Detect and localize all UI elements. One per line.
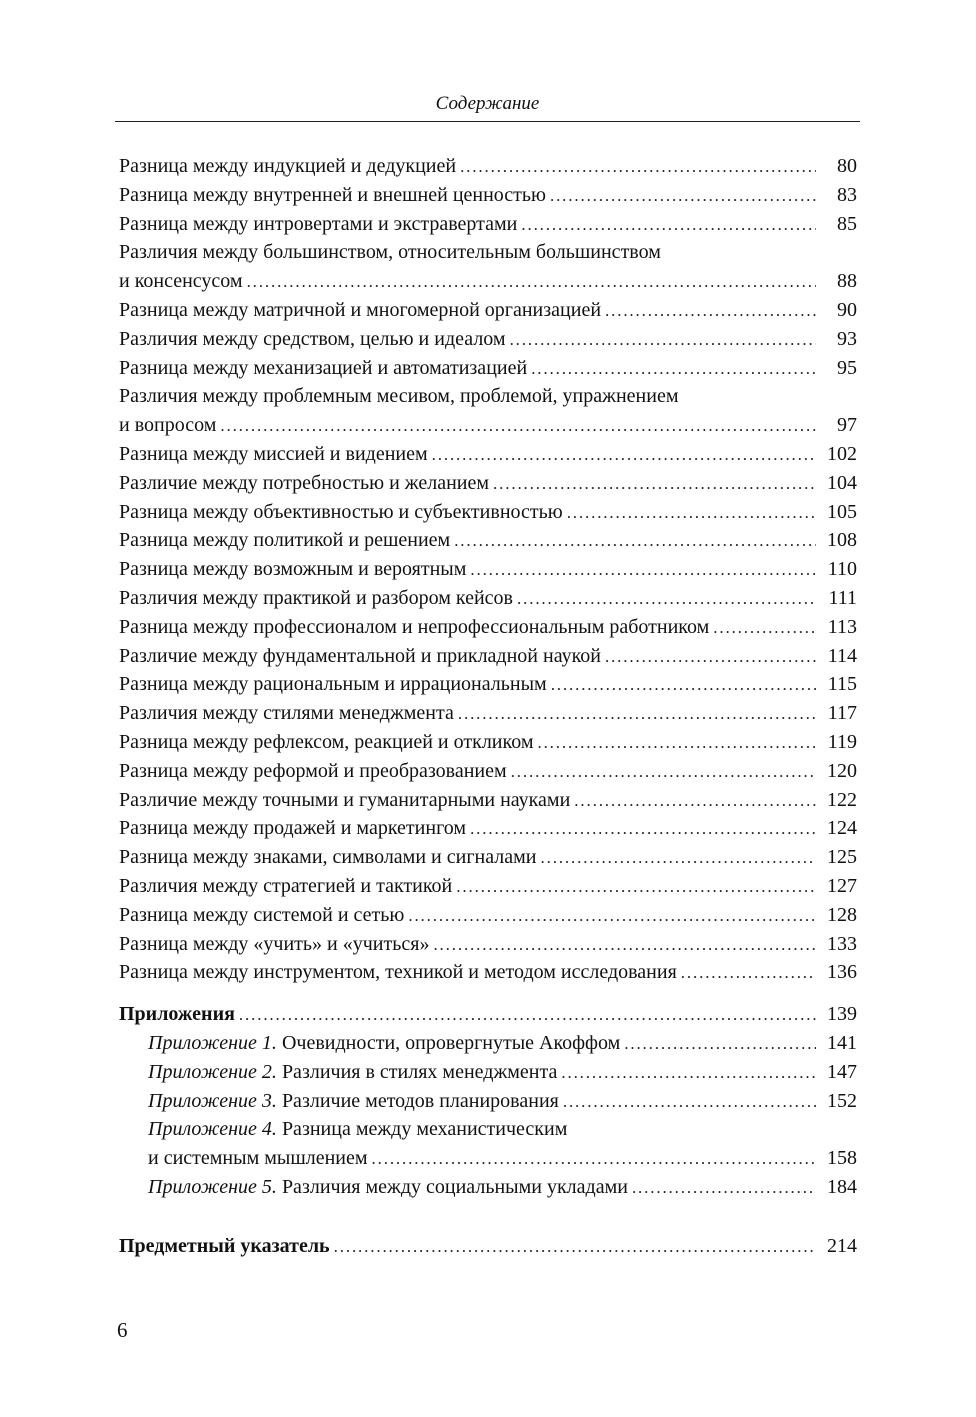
toc-entry-page: 124 <box>827 817 857 840</box>
toc-entry <box>119 354 857 383</box>
appendix-title: Различия между социальными укладами <box>281 1175 628 1198</box>
dot-leader <box>541 844 817 873</box>
toc-entry-title: Разница между профессионалом и непрофессиональным работником <box>119 615 710 638</box>
toc-entry-title: Разница между продажей и маркетингом <box>119 817 467 840</box>
toc-entry-title: Разница между индукцией и дедукцией <box>119 155 457 177</box>
toc-entry-page: 125 <box>827 846 857 869</box>
dot-leader <box>561 1059 816 1088</box>
toc-entry-title: Различия между практикой и разбором кейсов <box>119 586 514 609</box>
index-page: 214 <box>827 1234 857 1257</box>
toc-appendix <box>119 1029 857 1058</box>
dot-leader <box>433 931 816 960</box>
appendix-title: Различия в стилях менеджмента <box>281 1060 558 1083</box>
appendix-page: 152 <box>827 1089 857 1112</box>
toc-entry-page: 104 <box>827 471 857 494</box>
toc-entry-page: 136 <box>827 961 857 984</box>
toc-entry-title: Разница между рациональным и иррациональным <box>119 673 547 696</box>
toc-entry-title: Разница между рефлексом, реакцией и откликом <box>119 730 534 753</box>
toc-entry <box>119 296 857 325</box>
dot-leader <box>408 902 816 931</box>
toc-entry-page: 113 <box>827 615 857 638</box>
toc-appendix <box>119 1087 857 1116</box>
dot-leader <box>563 1088 816 1117</box>
toc-entry <box>119 814 857 843</box>
toc-appendix-line1 <box>119 1115 857 1144</box>
dot-leader <box>460 153 816 182</box>
toc-entry <box>119 210 857 239</box>
dot-leader <box>537 729 816 758</box>
toc-entry-page: 127 <box>827 874 857 897</box>
toc-entry <box>119 555 857 584</box>
dot-leader <box>470 815 816 844</box>
toc-entry <box>119 786 857 815</box>
dot-leader <box>681 959 816 988</box>
appendices-title: Приложения <box>119 1003 235 1026</box>
toc-entry-page: 108 <box>827 529 857 552</box>
toc-entry <box>119 757 857 786</box>
toc-entry <box>119 613 857 642</box>
toc-entry-title: Разница между объективностью и субъективностью <box>119 500 563 523</box>
toc-entry <box>119 325 857 354</box>
dot-leader <box>220 412 816 441</box>
appendix-label: Приложение 2. <box>148 1060 277 1083</box>
dot-leader <box>551 671 816 700</box>
page-number: 6 <box>117 1318 128 1342</box>
dot-leader <box>517 585 816 614</box>
appendix-page: 158 <box>827 1147 857 1170</box>
dot-leader <box>458 700 816 729</box>
appendix-page: 141 <box>827 1031 857 1054</box>
toc-entry <box>119 498 857 527</box>
toc-entry <box>119 152 857 181</box>
appendix-title: Очевидности, опровергнутые Акоффом <box>281 1031 621 1054</box>
toc-entry-page: 110 <box>827 558 857 581</box>
toc-entry-title: Разница между реформой и преобразованием <box>119 759 507 782</box>
dot-leader <box>334 1233 816 1262</box>
toc-entry-title: Разница между инструментом, техникой и методом исследования <box>119 961 677 984</box>
dot-leader <box>372 1145 816 1174</box>
appendix-label: Приложение 4. <box>148 1118 277 1141</box>
toc-entry-title: и вопросом <box>119 414 217 437</box>
toc-entry <box>119 843 857 872</box>
dot-leader <box>456 873 816 902</box>
toc-entry-title: и консенсусом <box>119 270 243 293</box>
toc-entry <box>119 728 857 757</box>
appendix-title: Различие методов планирования <box>281 1089 559 1112</box>
running-header: Содержание <box>435 93 540 114</box>
toc-entry <box>119 526 857 555</box>
dot-leader <box>605 643 816 672</box>
toc-entry-title: Разница между механизацией и автоматизацией <box>119 356 528 379</box>
toc-entry-page: 122 <box>827 788 857 811</box>
appendix-page: 184 <box>827 1175 857 1198</box>
toc-entry <box>119 930 857 959</box>
toc-entry-title: Различия между стратегией и тактикой <box>119 874 453 897</box>
toc-entry-title-line1: Различия между проблемным месивом, проблемой, упражнением <box>119 385 679 408</box>
toc-entry-page: 119 <box>827 730 857 753</box>
toc-entry-title: Разница между системой и сетью <box>119 903 405 926</box>
dot-leader <box>521 211 816 240</box>
dot-leader <box>510 326 816 355</box>
dot-leader <box>239 1001 816 1030</box>
toc-entry-title: Различия между средством, целью и идеалом <box>119 327 506 350</box>
toc-appendix <box>119 1058 857 1087</box>
toc-entry-page: 88 <box>837 270 857 293</box>
toc-entry <box>119 267 857 296</box>
toc-entry-page: 85 <box>837 212 857 235</box>
toc-entry-title: Разница между матричной и многомерной организацией <box>119 298 602 321</box>
dot-leader <box>713 614 816 643</box>
toc-entry-page: 95 <box>837 356 857 379</box>
toc-entry <box>119 440 857 469</box>
toc-entry-title: Разница между возможным и вероятным <box>119 558 467 581</box>
toc-appendices-heading <box>119 1000 857 1029</box>
toc-entry <box>119 699 857 728</box>
section-gap <box>119 987 857 1000</box>
toc-entry <box>119 872 857 901</box>
toc-entry-title: Разница между «учить» и «учиться» <box>119 932 430 955</box>
toc-entry-page: 90 <box>837 298 857 321</box>
toc-entry-title: Разница между интровертами и экстравертами <box>119 212 518 235</box>
appendix-title-line1: Разница между механистическим <box>281 1118 568 1141</box>
dot-leader <box>247 268 816 297</box>
dot-leader <box>605 297 816 326</box>
toc-entry-page: 117 <box>827 702 857 725</box>
toc-entry <box>119 642 857 671</box>
toc-entry-title: Разница между миссией и видением <box>119 442 428 465</box>
dot-leader <box>470 556 816 585</box>
toc-entry <box>119 670 857 699</box>
toc-entry-title: Различия между стилями менеджмента <box>119 702 454 725</box>
appendices-page: 139 <box>827 1003 857 1026</box>
toc-appendix <box>119 1144 857 1173</box>
dot-leader <box>624 1030 816 1059</box>
index-title: Предметный указатель <box>119 1234 330 1257</box>
toc-entry-page: 120 <box>827 759 857 782</box>
toc-entry-page: 115 <box>827 673 857 696</box>
toc-entry-page: 105 <box>827 500 857 523</box>
toc-entry <box>119 584 857 613</box>
appendix-label: Приложение 1. <box>148 1031 277 1054</box>
appendix-label: Приложение 5. <box>148 1175 277 1198</box>
toc-entry-page: 97 <box>837 414 857 437</box>
dot-leader <box>567 499 816 528</box>
appendix-title: и системным мышлением <box>148 1147 368 1170</box>
toc-entry-page: 80 <box>837 155 857 177</box>
toc-entry-title: Разница между внутренней и внешней ценностью <box>119 183 546 206</box>
dot-leader <box>511 758 816 787</box>
toc-entry-page: 83 <box>837 183 857 206</box>
dot-leader <box>432 441 816 470</box>
toc-entry-title: Различие между фундаментальной и прикладной наукой <box>119 644 601 667</box>
toc-entry <box>119 411 857 440</box>
toc-entry <box>119 181 857 210</box>
toc-entry-page: 102 <box>827 442 857 465</box>
section-gap <box>119 1202 857 1232</box>
toc-entry-title: Различие между потребностью и желанием <box>119 471 490 494</box>
dot-leader <box>550 182 816 211</box>
dot-leader <box>531 355 816 384</box>
table-of-contents <box>119 152 857 1260</box>
dot-leader <box>454 527 816 556</box>
appendix-label: Приложение 3. <box>148 1089 277 1112</box>
toc-entry-title: Разница между знаками, символами и сигналами <box>119 846 537 869</box>
toc-entry-page: 114 <box>827 644 857 667</box>
toc-entry-title: Различие между точными и гуманитарными науками <box>119 788 571 811</box>
toc-entry-page: 128 <box>827 903 857 926</box>
toc-entry-title-line1: Различия между большинством, относительным большинством <box>119 241 661 264</box>
toc-index-heading <box>119 1232 857 1261</box>
toc-entry <box>119 469 857 498</box>
toc-entry <box>119 958 857 987</box>
appendix-page: 147 <box>827 1060 857 1083</box>
toc-entry <box>119 901 857 930</box>
header-rule <box>115 121 860 122</box>
toc-entry-title: Разница между политикой и решением <box>119 529 451 552</box>
toc-entry-page: 93 <box>837 327 857 350</box>
toc-entry-page: 133 <box>827 932 857 955</box>
dot-leader <box>493 470 816 499</box>
dot-leader <box>574 787 816 816</box>
dot-leader <box>632 1174 816 1203</box>
toc-entry-page: 111 <box>828 586 857 609</box>
toc-appendix <box>119 1173 857 1202</box>
